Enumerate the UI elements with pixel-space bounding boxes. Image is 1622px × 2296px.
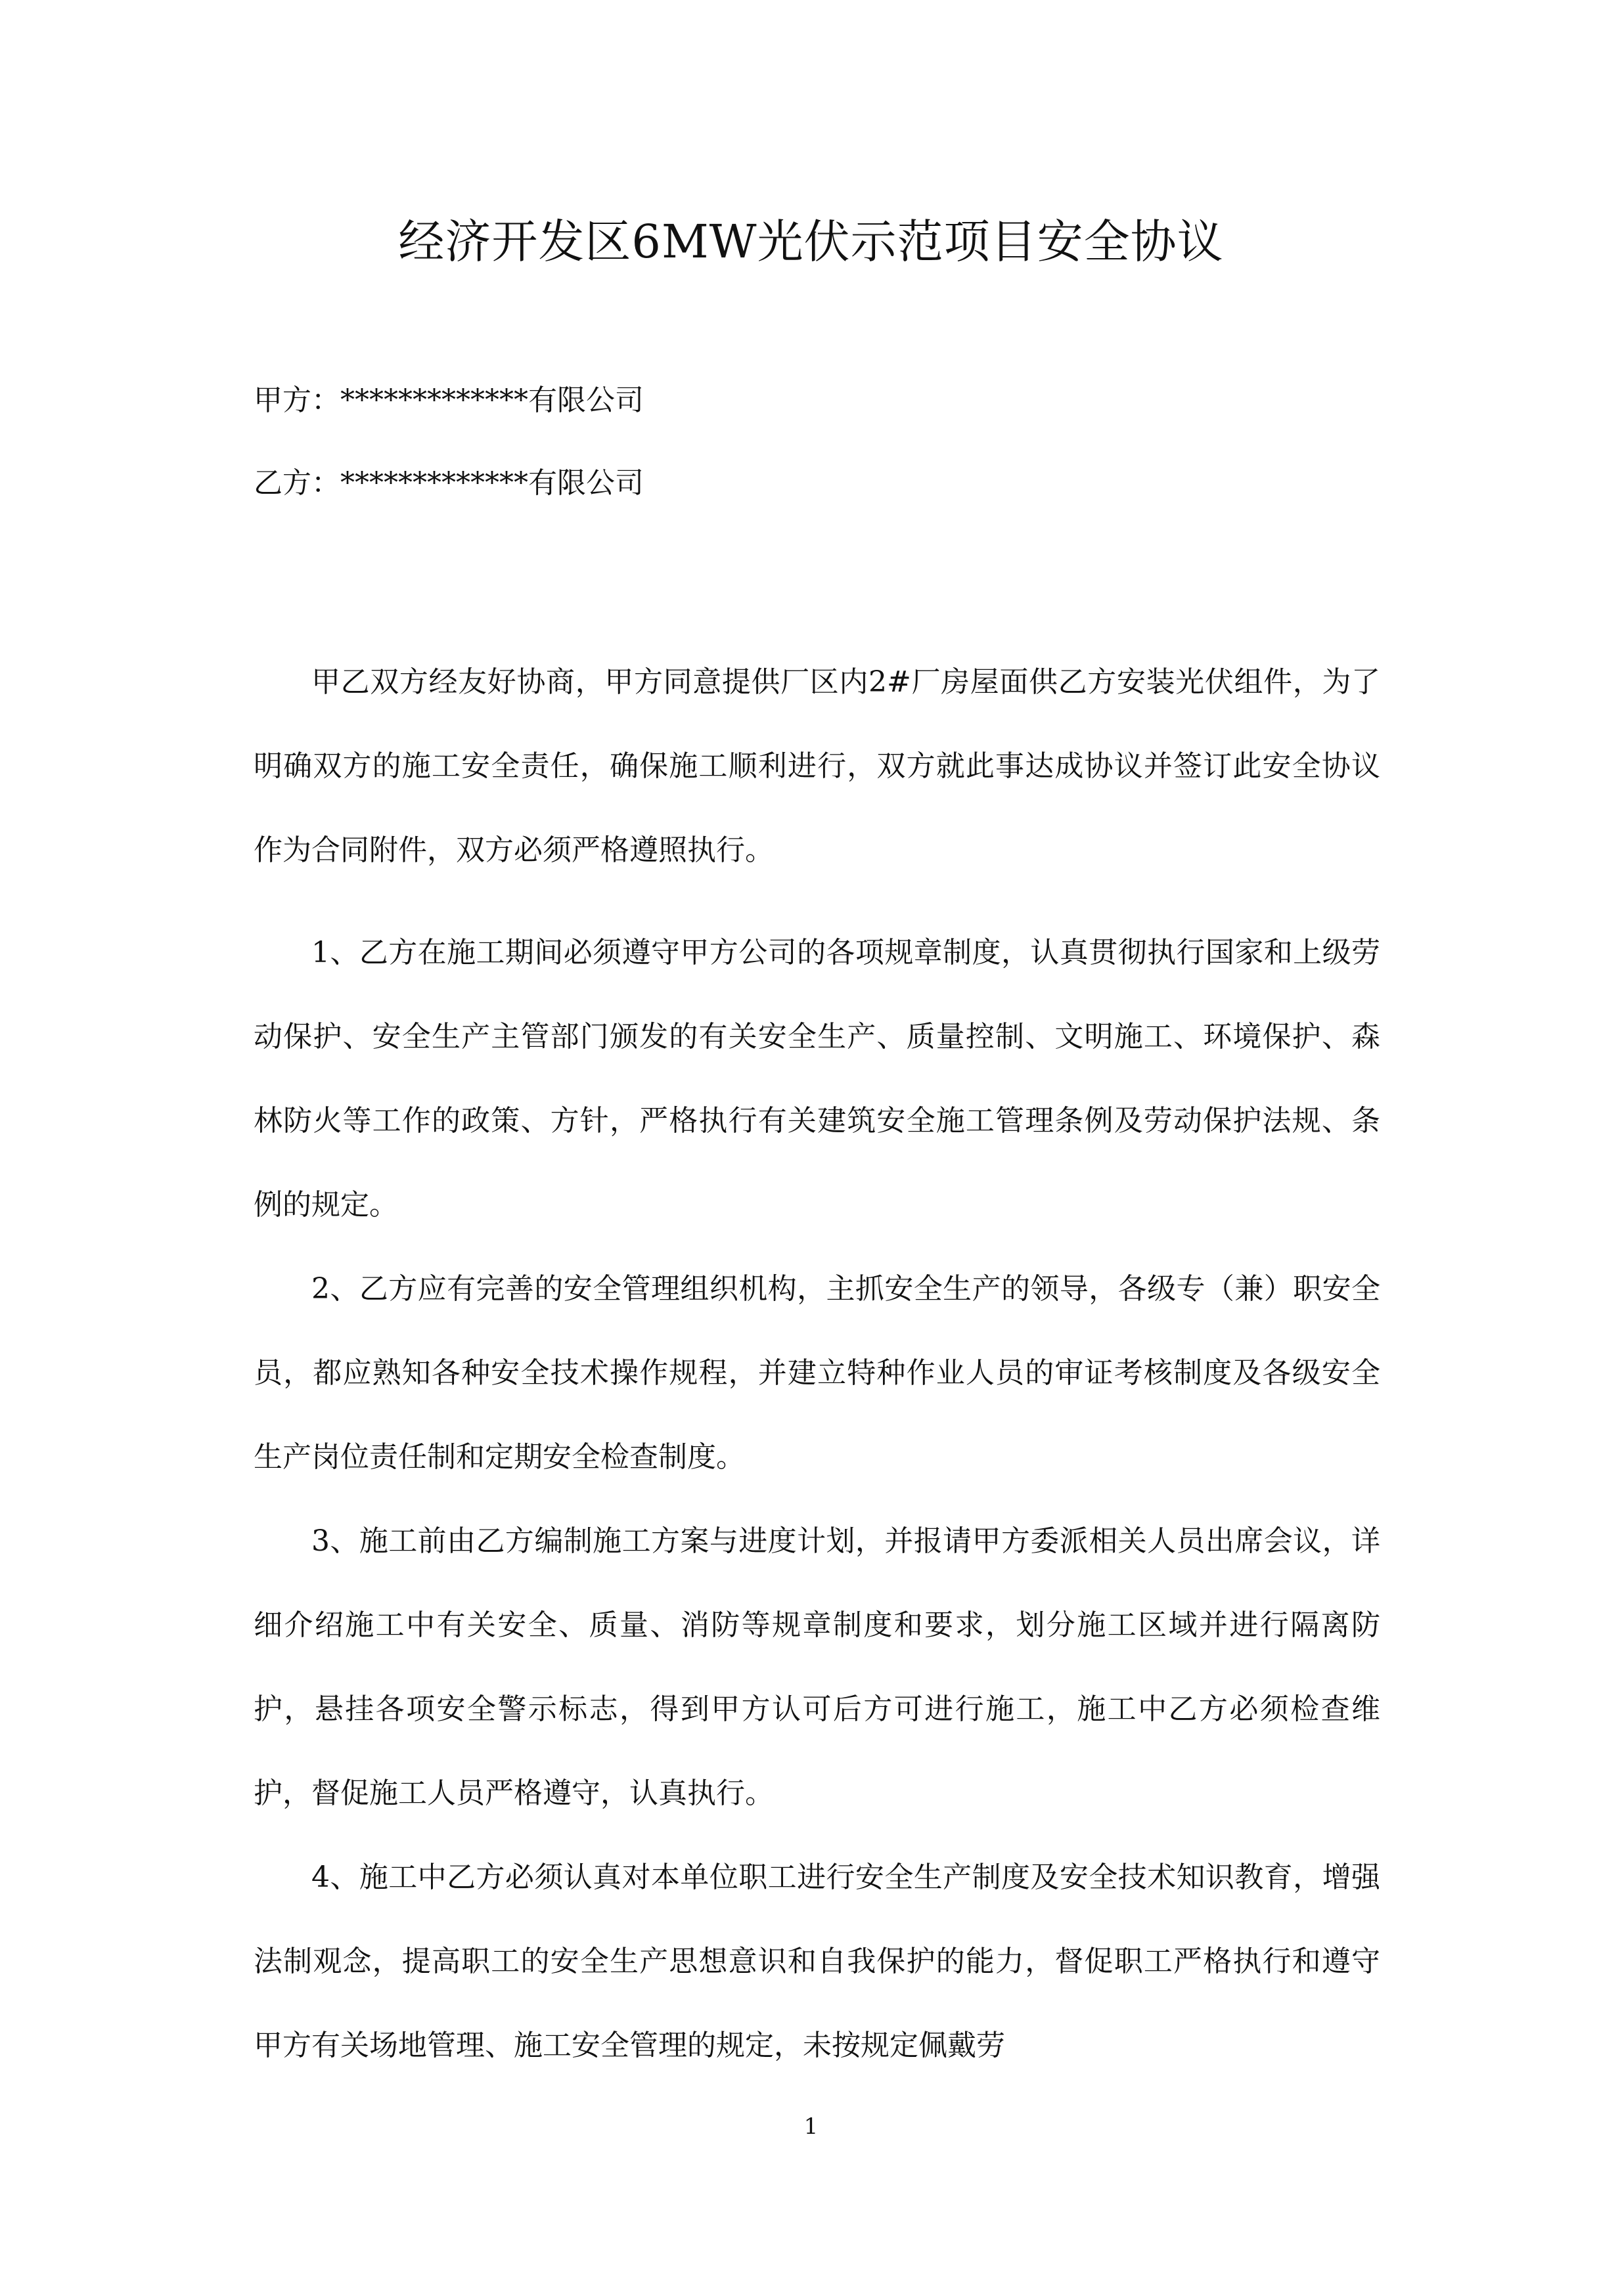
- clause-3: 3、施工前由乙方编制施工方案与进度计划，并报请甲方委派相关人员出席会议，详细介绍施工中有关安全、质量、消防等规章制度和要求，划分施工区域并进行隔离防护，悬挂各项安全警示标志，得到甲方认可后方可进行施工，施工中乙方必须检查维护，督促施工人员严格遵守，认真执行。: [254, 1524, 1380, 1810]
- clause-2: 2、乙方应有完善的安全管理组织机构，主抓安全生产的领导，各级专（兼）职安全员，都应熟知各种安全技术操作规程，并建立特种作业人员的审证考核制度及各级安全生产岗位责任制和定期安全检查制度。: [254, 1272, 1380, 1474]
- clause-1: 1、乙方在施工期间必须遵守甲方公司的各项规章制度，认真贯彻执行国家和上级劳动保护、安全生产主管部门颁发的有关安全生产、质量控制、文明施工、环境保护、森林防火等工作的政策、方针，严格执行有关建筑安全施工管理条例及劳动保护法规、条例的规定。: [254, 936, 1380, 1222]
- party-b-line: 乙方：*************有限公司: [254, 466, 644, 500]
- clauses-section: [254, 911, 1380, 2088]
- intro-section: [254, 640, 1380, 893]
- clause-4: 4、施工中乙方必须认真对本单位职工进行安全生产制度及安全技术知识教育，增强法制观念，提高职工的安全生产思想意识和自我保护的能力，督促职工严格执行和遵守甲方有关场地管理、施工安全管理的规定，未按规定佩戴劳: [254, 1861, 1380, 2062]
- page-number: 1: [803, 2113, 819, 2140]
- intro-paragraph: 甲乙双方经友好协商，甲方同意提供厂区内2#厂房屋面供乙方安装光伏组件，为了明确双方的施工安全责任，确保施工顺利进行，双方就此事达成协议并签订此安全协议作为合同附件，双方必须严格遵照执行。: [254, 665, 1380, 867]
- party-a-line: 甲方：*************有限公司: [254, 384, 644, 417]
- document-title: 经济开发区6MW光伏示范项目安全协议: [398, 215, 1224, 269]
